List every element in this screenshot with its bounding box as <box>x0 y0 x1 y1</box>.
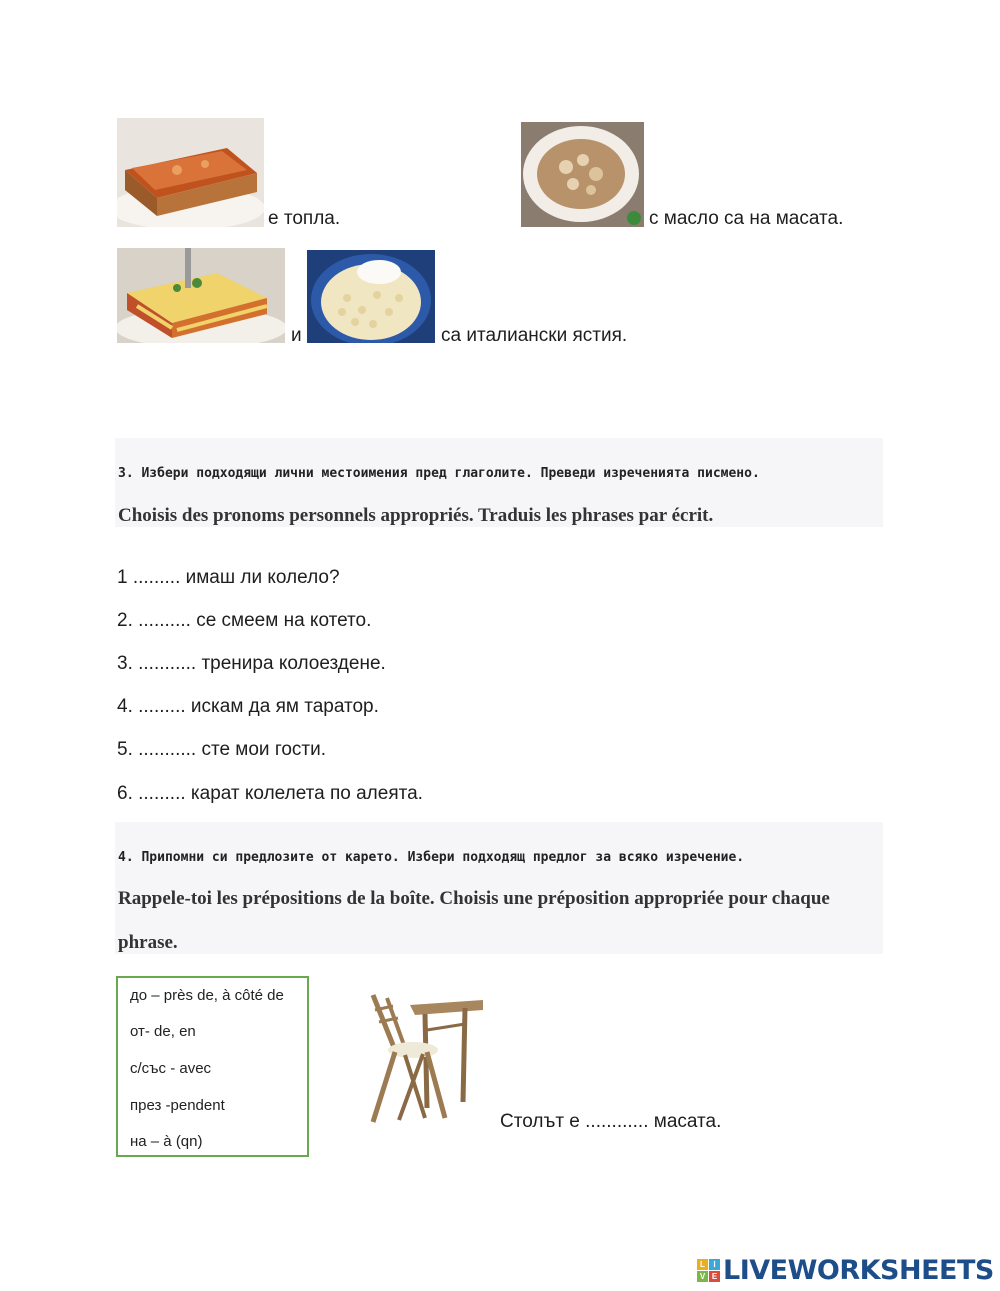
section3-instruction-bg: 3. Избери подходящи лични местоимения пред глаголите. Преведи изреченията писмено. <box>118 466 760 481</box>
preposition-item: с/със - avec <box>130 1060 212 1077</box>
exercise-item-5: 5. ........... сте мои гости. <box>117 739 326 760</box>
row1-right-text: с масло са на масата. <box>649 208 844 229</box>
preposition-item: до – près de, à côté de <box>130 987 284 1004</box>
exercise-item-1: 1 ......... имаш ли колело? <box>117 567 340 588</box>
section4-instruction-fr-line2: phrase. <box>118 932 178 953</box>
image-mushrooms-plate <box>521 122 644 227</box>
section3-instruction-fr: Choisis des pronoms personnels appropriés. Traduis les phrases par écrit. <box>118 505 714 526</box>
row2-text: са италиански ястия. <box>441 325 628 346</box>
image-chair-and-table <box>365 990 487 1128</box>
image-macaroni-bowl <box>307 250 435 343</box>
row2-conjunction: и <box>291 325 302 346</box>
section3-instruction-band <box>115 438 883 527</box>
preposition-item: през -pendent <box>130 1097 225 1114</box>
section4-sentence: Столът е ............ масата. <box>500 1111 722 1132</box>
liveworksheets-logo <box>697 1255 994 1285</box>
section4-instruction-bg: 4. Припомни си предлозите от карето. Избери подходящ предлог за всяко изречение. <box>118 850 745 865</box>
preposition-item: на – à (qn) <box>130 1133 203 1150</box>
preposition-box <box>116 976 309 1157</box>
preposition-item: от- de, en <box>130 1023 196 1040</box>
section4-instruction-band <box>115 822 883 954</box>
row1-left-text: е топла. <box>268 208 341 229</box>
logo-blocks-icon: L I V E <box>697 1259 720 1282</box>
section4-instruction-fr-line1: Rappele-toi les prépositions de la boîte. Choisis une préposition appropriée pour chaque <box>118 888 830 909</box>
logo-text: LIVEWORKSHEETS <box>723 1254 994 1286</box>
image-baked-pastry <box>117 118 264 227</box>
exercise-item-3: 3. ........... тренира колоездене. <box>117 653 386 674</box>
exercise-item-6: 6. ......... карат колелета по алеята. <box>117 783 423 804</box>
image-lasagna <box>117 248 285 343</box>
exercise-item-2: 2. .......... се смеем на котето. <box>117 610 372 631</box>
exercise-item-4: 4. ......... искам да ям таратор. <box>117 696 379 717</box>
